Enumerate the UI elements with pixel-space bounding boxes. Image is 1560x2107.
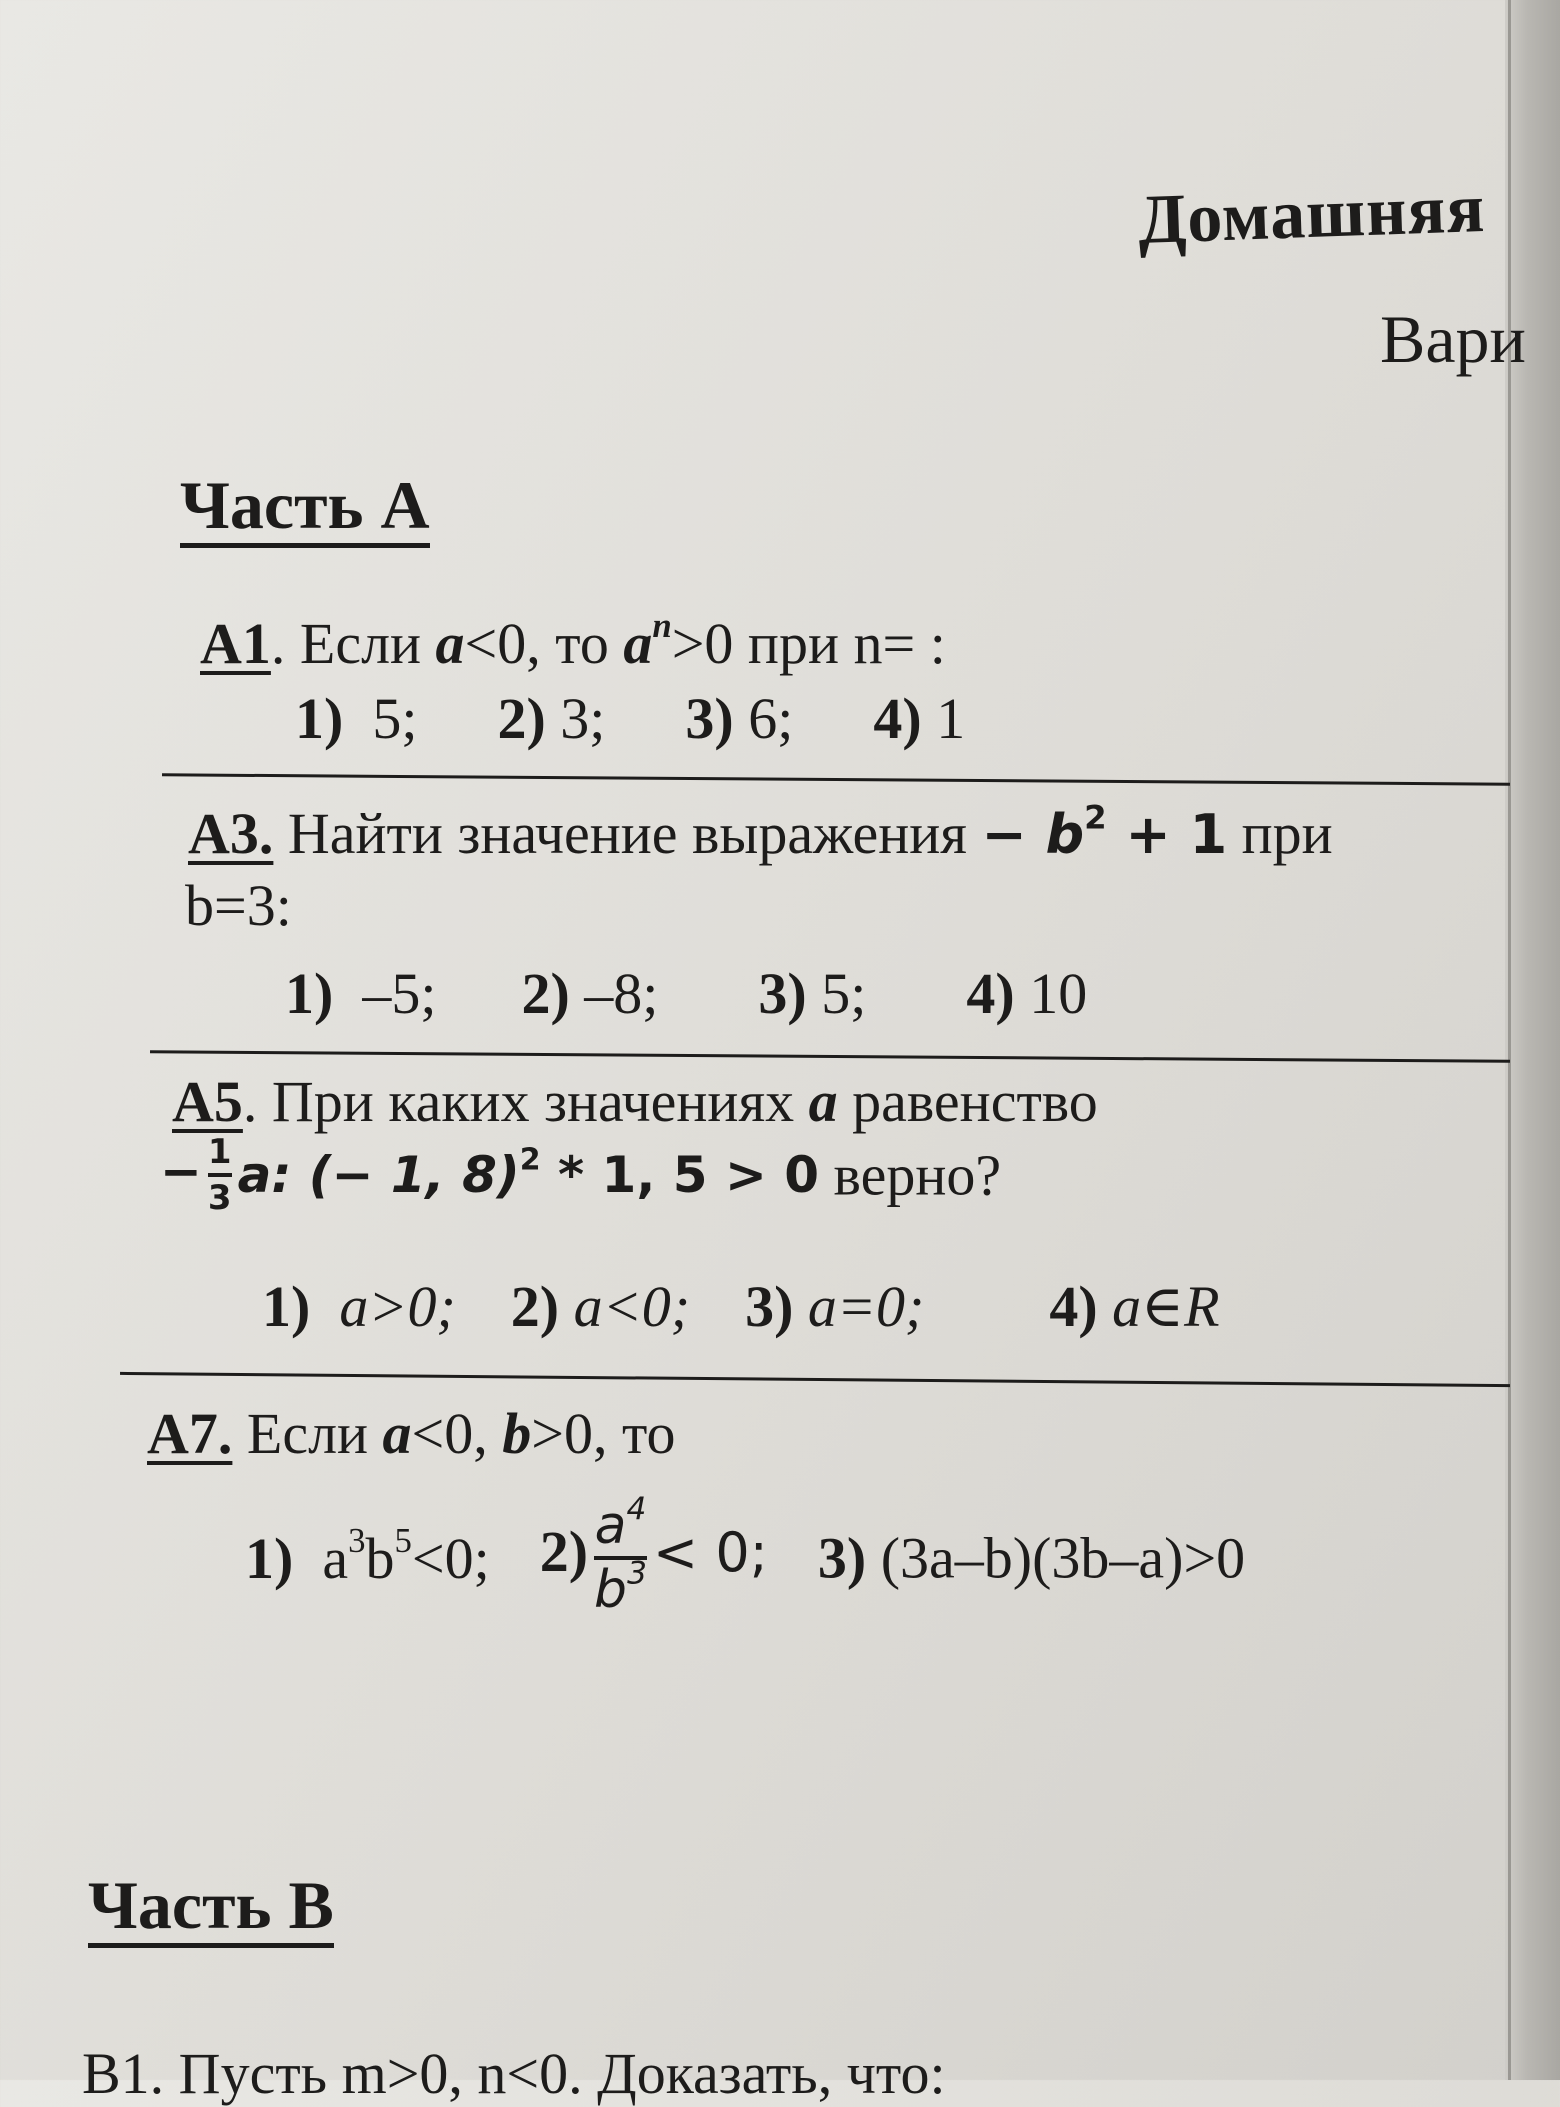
worksheet-title: Домашняя bbox=[1136, 169, 1487, 260]
question-a5: А5. При каких значениях a равенство bbox=[172, 1069, 1098, 1134]
a7-option-1: 1) $a^3b^5<0$; bbox=[245, 1520, 490, 1591]
a3-option-1: 1) –5; bbox=[285, 961, 437, 1026]
a5-expression-line: − $\frac{1}{3}$ a: (− 1, 8)$^2$ * 1, 5 > 0 верно? bbox=[160, 1132, 1002, 1218]
a5-option-1: 1) a>0; bbox=[262, 1274, 456, 1339]
question-a3-condition: b=3: bbox=[185, 873, 292, 938]
a1-option-2: 2) 3; bbox=[497, 686, 606, 751]
question-a5-number: А5 bbox=[172, 1069, 243, 1134]
a7-option-3: 3) (3a–b)(3b–a)>0 bbox=[817, 1525, 1246, 1591]
question-a7-number: А7. bbox=[147, 1401, 233, 1466]
question-a1: А1. Если a<0, то $a^n>0$ при n= : bbox=[200, 605, 946, 676]
a5-option-2: 2) a<0; bbox=[510, 1274, 691, 1339]
a7-option-2: 2) $\frac{a^4}{b^3}$ < 0; bbox=[539, 1491, 768, 1620]
a1-option-4: 4) 1 bbox=[873, 686, 966, 751]
a7-fraction: $\frac{a^4}{b^3}$ bbox=[594, 1491, 647, 1620]
a5-fraction: $\frac{1}{3}$ bbox=[207, 1132, 232, 1218]
question-a1-options bbox=[295, 685, 965, 752]
question-a7-options bbox=[245, 1491, 1246, 1620]
question-a7: А7. Если a<0, b>0, то bbox=[147, 1401, 676, 1466]
a3-expression: − $b^2 + 1$ bbox=[981, 798, 1228, 866]
a1-option-1: 1) 5; bbox=[295, 686, 418, 751]
separator-line-3 bbox=[120, 1372, 1510, 1387]
part-a-heading: Часть А bbox=[180, 470, 430, 548]
part-b-heading: Часть В bbox=[88, 1870, 334, 1948]
variant-label: Вари bbox=[1380, 301, 1526, 377]
question-a3-number: А3. bbox=[188, 801, 274, 866]
question-a1-number: А1 bbox=[200, 611, 271, 676]
a1-option-3: 3) 6; bbox=[685, 686, 794, 751]
question-b1-partial: В1. Пусть m>0, n<0. Доказать, что: bbox=[82, 2041, 946, 2106]
question-a3: А3. Найти значение выражения − $b^2 + 1$ при bbox=[188, 798, 1333, 866]
separator-line-1 bbox=[162, 773, 1510, 785]
a5-expression: a: (− 1, 8)$^2$ * 1, 5 > 0 bbox=[237, 1142, 820, 1204]
a3-option-3: 3) 5; bbox=[758, 961, 867, 1026]
question-a3-options bbox=[285, 960, 1087, 1027]
a3-option-2: 2) –8; bbox=[521, 961, 659, 1026]
a5-option-3: 3) a=0; bbox=[745, 1274, 925, 1339]
a5-option-4: 4) a∈R bbox=[1049, 1274, 1220, 1339]
question-a5-options bbox=[262, 1272, 1220, 1340]
a3-option-4: 4) 10 bbox=[966, 961, 1088, 1026]
separator-line-2 bbox=[150, 1050, 1510, 1062]
